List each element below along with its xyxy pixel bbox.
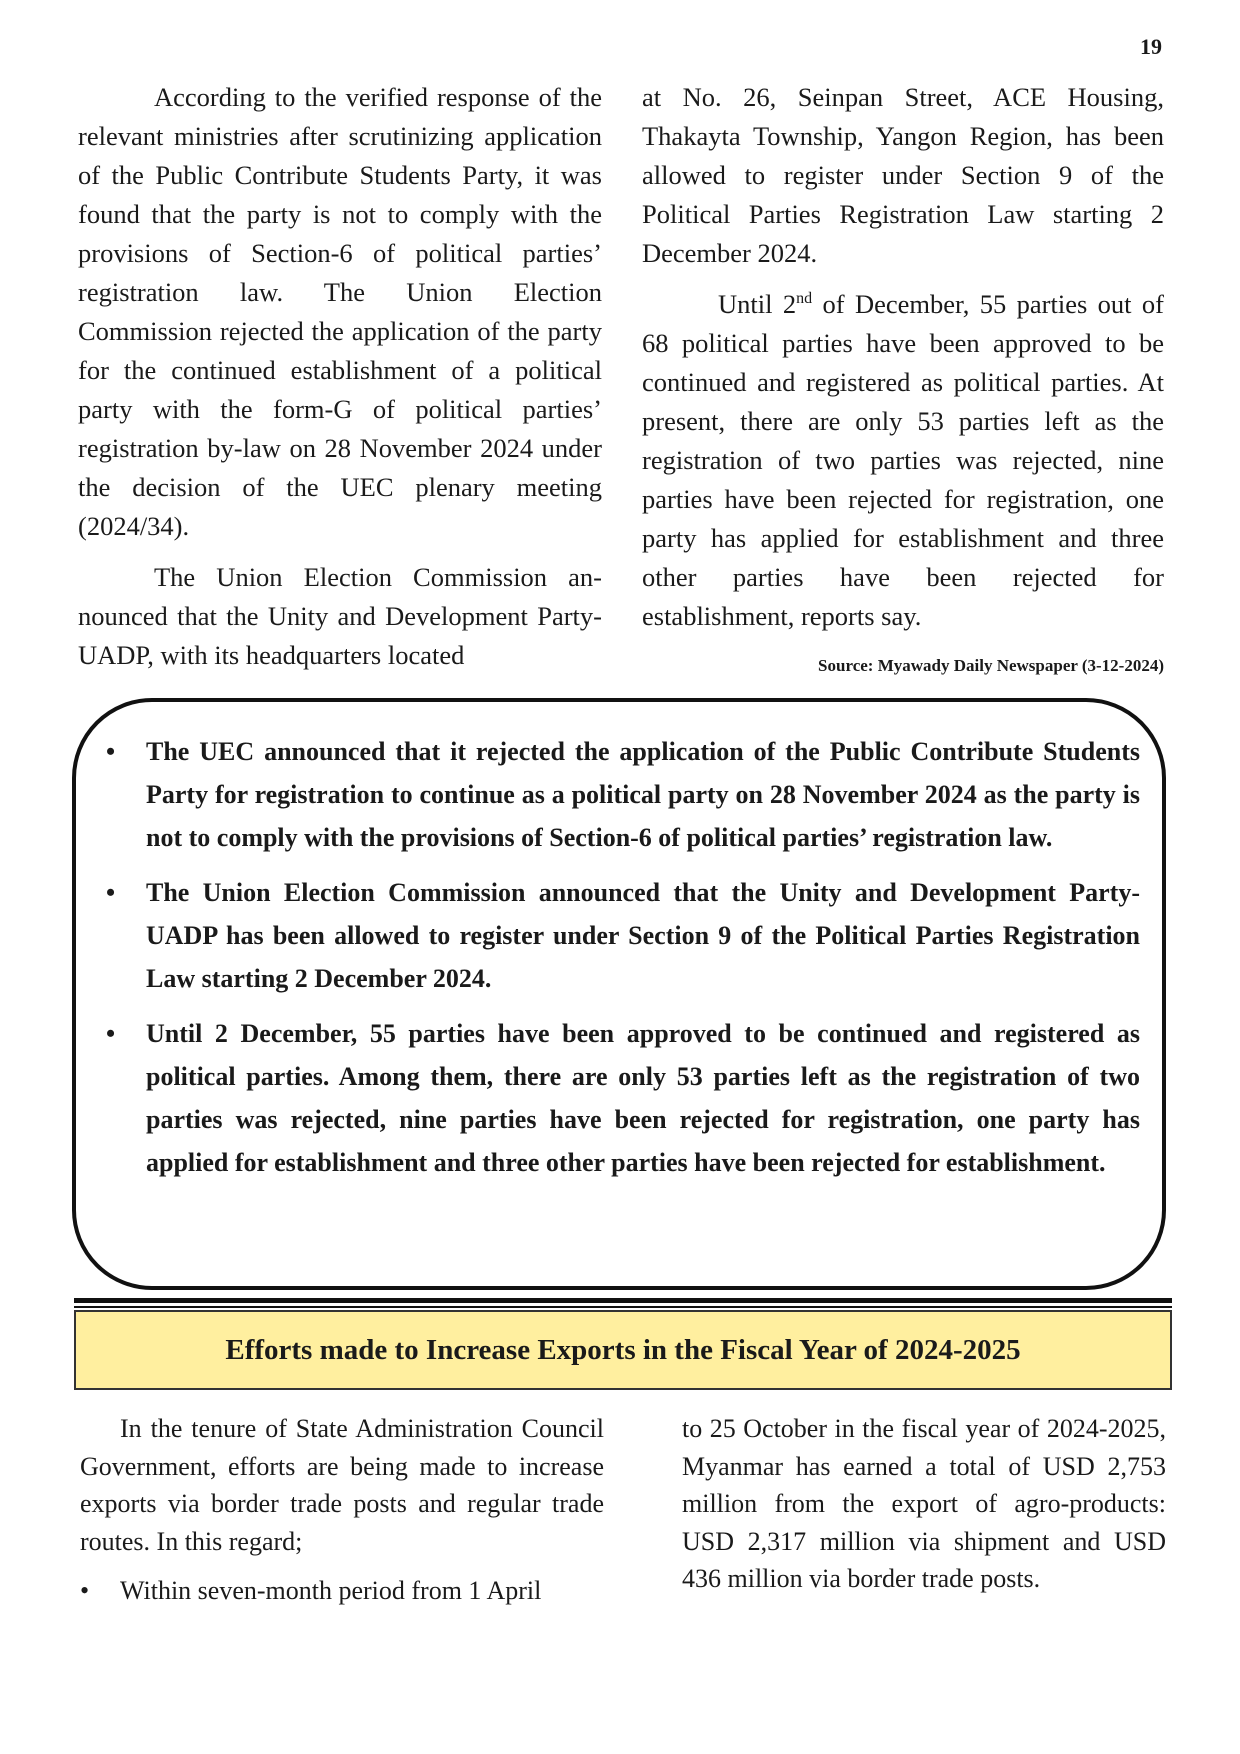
exports-intro: In the tenure of State Administration Council Government, efforts are being made to increase exports via border trade posts and regular trade routes. In this regard;: [80, 1414, 604, 1556]
summary-list: [106, 730, 1140, 1196]
summary-item: [106, 730, 1140, 859]
article-paragraph-1: According to the verified response of the relevant ministries after scrutinizing application of the Public Contribute Students Party, it was found that the party is not to comply with the provisions of Section-6 of political parties’ registration law. The Union Election Commission rejected the application of the party for the continued establishment of a political party with the form-G of political parties’ registration by-law on 28 November 2024 under the decision of the UEC plenary meeting (2024/34).: [78, 82, 602, 541]
page-number: 19: [1140, 34, 1162, 59]
summary-item: [106, 1012, 1140, 1184]
bullet-icon: •: [106, 1019, 116, 1048]
bullet-icon: •: [106, 737, 116, 766]
summary-item: [106, 871, 1140, 1000]
bullet-icon: •: [106, 878, 116, 907]
article-paragraph-3-lead: Until 2: [718, 289, 797, 319]
article-paragraph-2-continued: at No. 26, Seinpan Street, ACE Housing, Thakayta Township, Yangon Region, has been allowed to register under Section 9 of the Political Parties Registration Law starting 2 December 2024.: [642, 82, 1164, 268]
section-heading: Efforts made to Increase Exports in the Fiscal Year of 2024-2025: [74, 1310, 1172, 1390]
exports-list-item-continued: to 25 October in the fiscal year of 2024-2025, Myanmar has earned a total of USD 2,753 million from the export of agro-products: USD 2,317 million via shipment and USD 436 million via border trade posts.: [682, 1414, 1166, 1593]
article-paragraph-2: The Union Election Commission announced that the Unity and Development Party- UADP, with its headquarters located: [78, 562, 602, 670]
source-citation: Source: Myawady Daily Newspaper (3-12-2024): [818, 656, 1164, 675]
exports-list: [80, 1572, 604, 1610]
summary-item-text: Until 2 December, 55 parties have been approved to be continued and registered as political parties. Among them, there are only 53 parties left as the registration of two parties was rejected, nine parties have been rejected for registration, one party has applied for establishment and three other parties have been rejected for establishment.: [146, 1019, 1140, 1177]
article-column-right: [642, 78, 1164, 648]
exports-list-item: [80, 1572, 604, 1610]
article-paragraph-3: [642, 285, 1164, 636]
article-column-left: [78, 78, 602, 687]
exports-column-right: [682, 1410, 1166, 1610]
section-divider: [74, 1298, 1172, 1303]
summary-box: [72, 698, 1166, 1290]
article-paragraph-3-body: of December, 55 parties out of 68 political parties have been approved to be continued and registered as political parties. At present, there are only 53 parties left as the registration of two parties was rejected, nine parties have been rejected for registration, one party has applied for establishment and three other parties have been rejected for establishment, reports say.: [642, 289, 1164, 631]
section-divider-thin: [74, 1306, 1172, 1308]
bullet-icon: •: [80, 1576, 90, 1605]
exports-column-left: [80, 1410, 604, 1610]
summary-item-text: The Union Election Commission announced that the Unity and Development Party- UADP has been allowed to register under Section 9 of the Political Parties Registration Law starting 2 December 2024.: [146, 878, 1140, 993]
exports-list-item-text: Within seven-month period from 1 April: [120, 1576, 542, 1605]
summary-item-text: The UEC announced that it rejected the application of the Public Contribute Students Party for registration to continue as a political party on 28 November 2024 as the party is not to comply with the provisions of Section-6 of political parties’ registration law.: [146, 737, 1140, 852]
date-ordinal-suffix: nd: [796, 290, 813, 308]
